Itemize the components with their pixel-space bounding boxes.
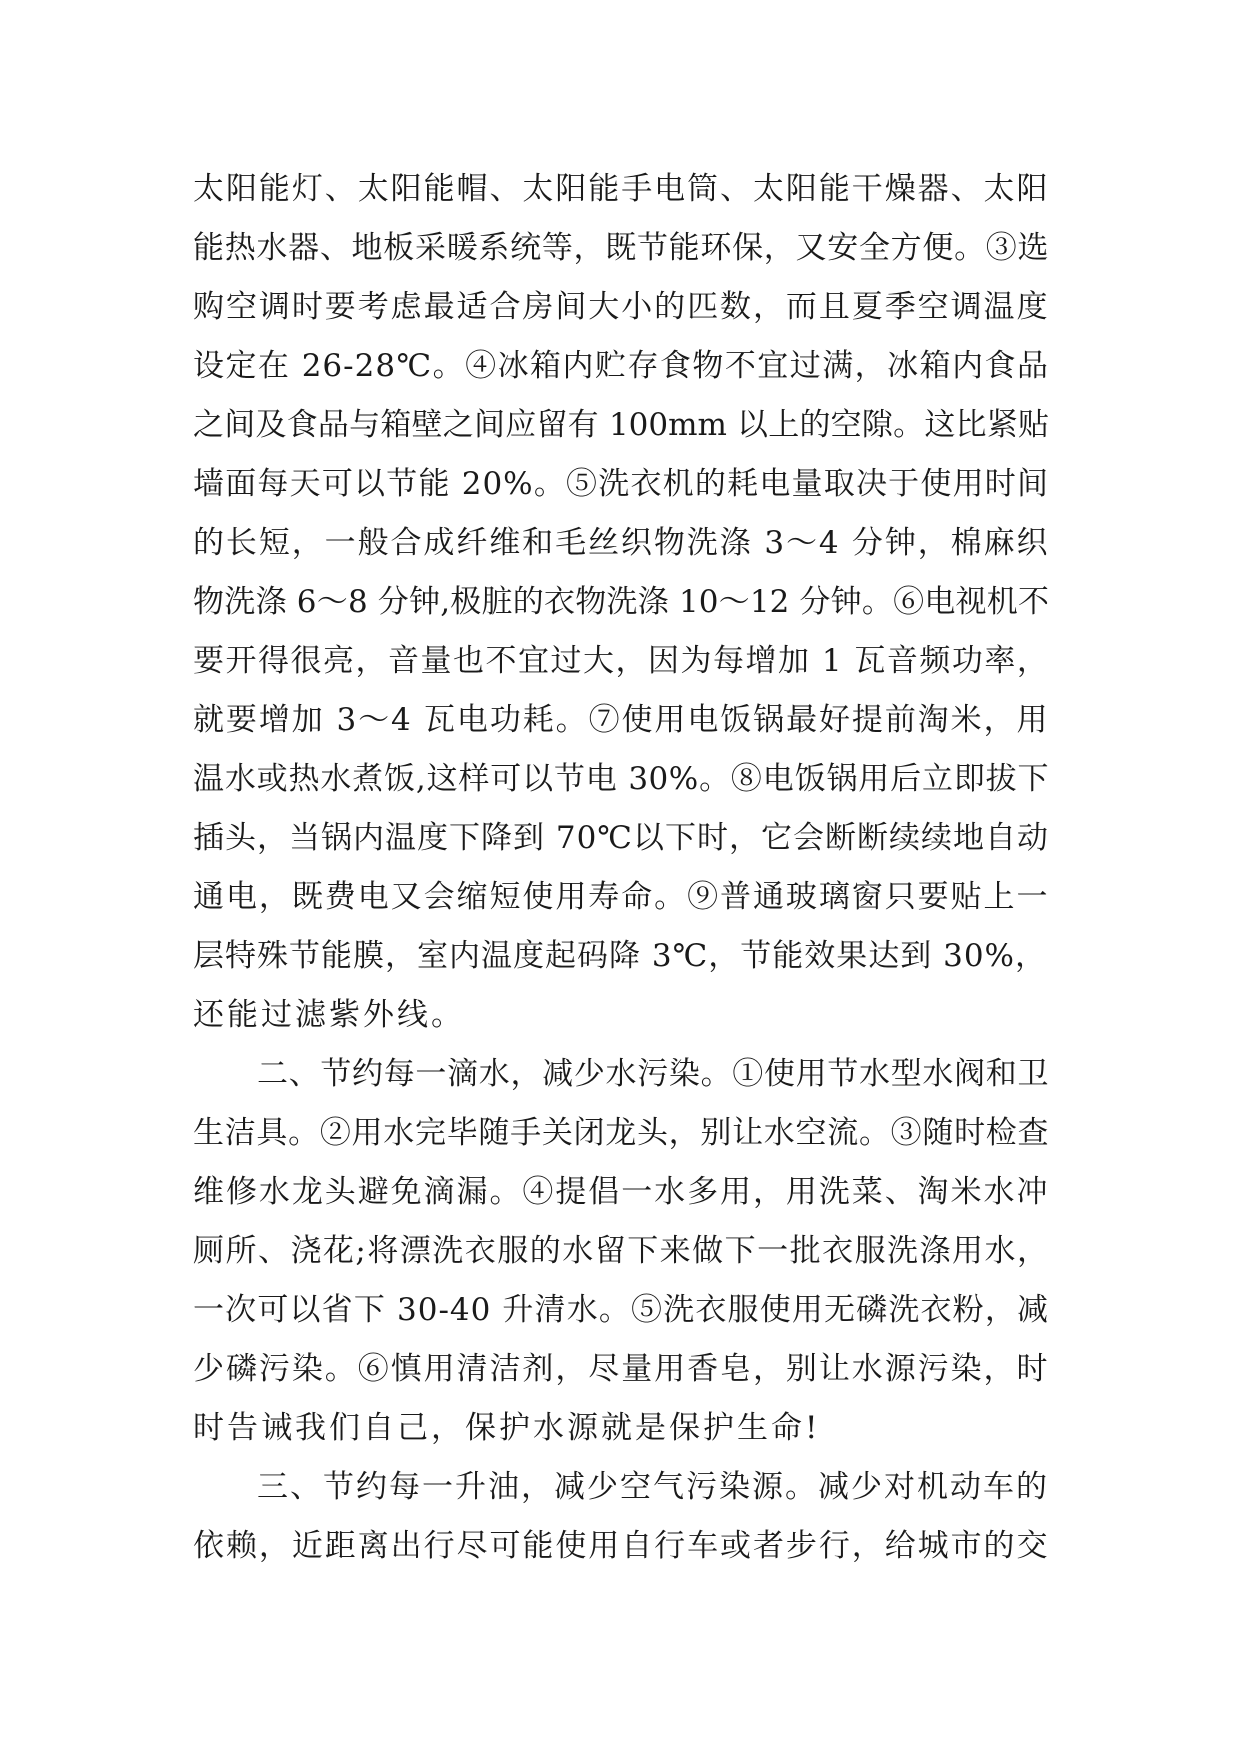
text-line: 物洗涤 6～8 分钟,极脏的衣物洗涤 10～12 分钟。⑥电视机不: [193, 584, 1049, 620]
text-line: 插头，当锅内温度下降到 70℃以下时，它会断断续续地自动: [193, 820, 1049, 856]
text-line: 要开得很亮，音量也不宜过大，因为每增加 1 瓦音频功率，: [193, 643, 1050, 679]
text-line: 三、节约每一升油，减少空气污染源。减少对机动车的: [257, 1469, 1049, 1505]
text-line: 设定在 26-28℃。④冰箱内贮存食物不宜过满，冰箱内食品: [193, 348, 1049, 384]
text-line: 一次可以省下 30-40 升清水。⑤洗衣服使用无磷洗衣粉，减: [193, 1292, 1049, 1328]
text-line: 少磷污染。⑥慎用清洁剂，尽量用香皂，别让水源污染，时: [193, 1351, 1049, 1387]
text-line: 厕所、浇花;将漂洗衣服的水留下来做下一批衣服洗涤用水，: [193, 1233, 1049, 1269]
text-line: 就要增加 3～4 瓦电功耗。⑦使用电饭锅最好提前淘米，用: [193, 702, 1049, 738]
text-line: 的长短，一般合成纤维和毛丝织物洗涤 3～4 分钟，棉麻织: [193, 525, 1049, 561]
text-line: 温水或热水煮饭,这样可以节电 30%。⑧电饭锅用后立即拔下: [193, 761, 1049, 797]
text-line: 还能过滤紫外线。: [193, 997, 465, 1033]
text-line: 生洁具。②用水完毕随手关闭龙头，别让水空流。③随时检查: [193, 1115, 1049, 1151]
text-line: 能热水器、地板采暖系统等，既节能环保，又安全方便。③选: [193, 230, 1049, 266]
text-line: 依赖，近距离出行尽可能使用自行车或者步行，给城市的交: [193, 1528, 1049, 1564]
text-line: 之间及食品与箱壁之间应留有 100mm 以上的空隙。这比紧贴: [193, 407, 1049, 443]
text-line: 时告诫我们自己，保护水源就是保护生命!: [193, 1410, 821, 1446]
text-line: 维修水龙头避免滴漏。④提倡一水多用，用洗菜、淘米水冲: [193, 1174, 1049, 1210]
text-line: 层特殊节能膜，室内温度起码降 3℃，节能效果达到 30%，: [193, 938, 1048, 974]
document-body: [193, 160, 1049, 1576]
text-line: 太阳能灯、太阳能帽、太阳能手电筒、太阳能干燥器、太阳: [193, 171, 1049, 207]
text-line: 二、节约每一滴水，减少水污染。①使用节水型水阀和卫: [257, 1056, 1049, 1092]
text-line: 购空调时要考虑最适合房间大小的匹数，而且夏季空调温度: [193, 289, 1049, 325]
text-line: 墙面每天可以节能 20%。⑤洗衣机的耗电量取决于使用时间: [193, 466, 1049, 502]
text-line: 通电，既费电又会缩短使用寿命。⑨普通玻璃窗只要贴上一: [193, 879, 1049, 915]
